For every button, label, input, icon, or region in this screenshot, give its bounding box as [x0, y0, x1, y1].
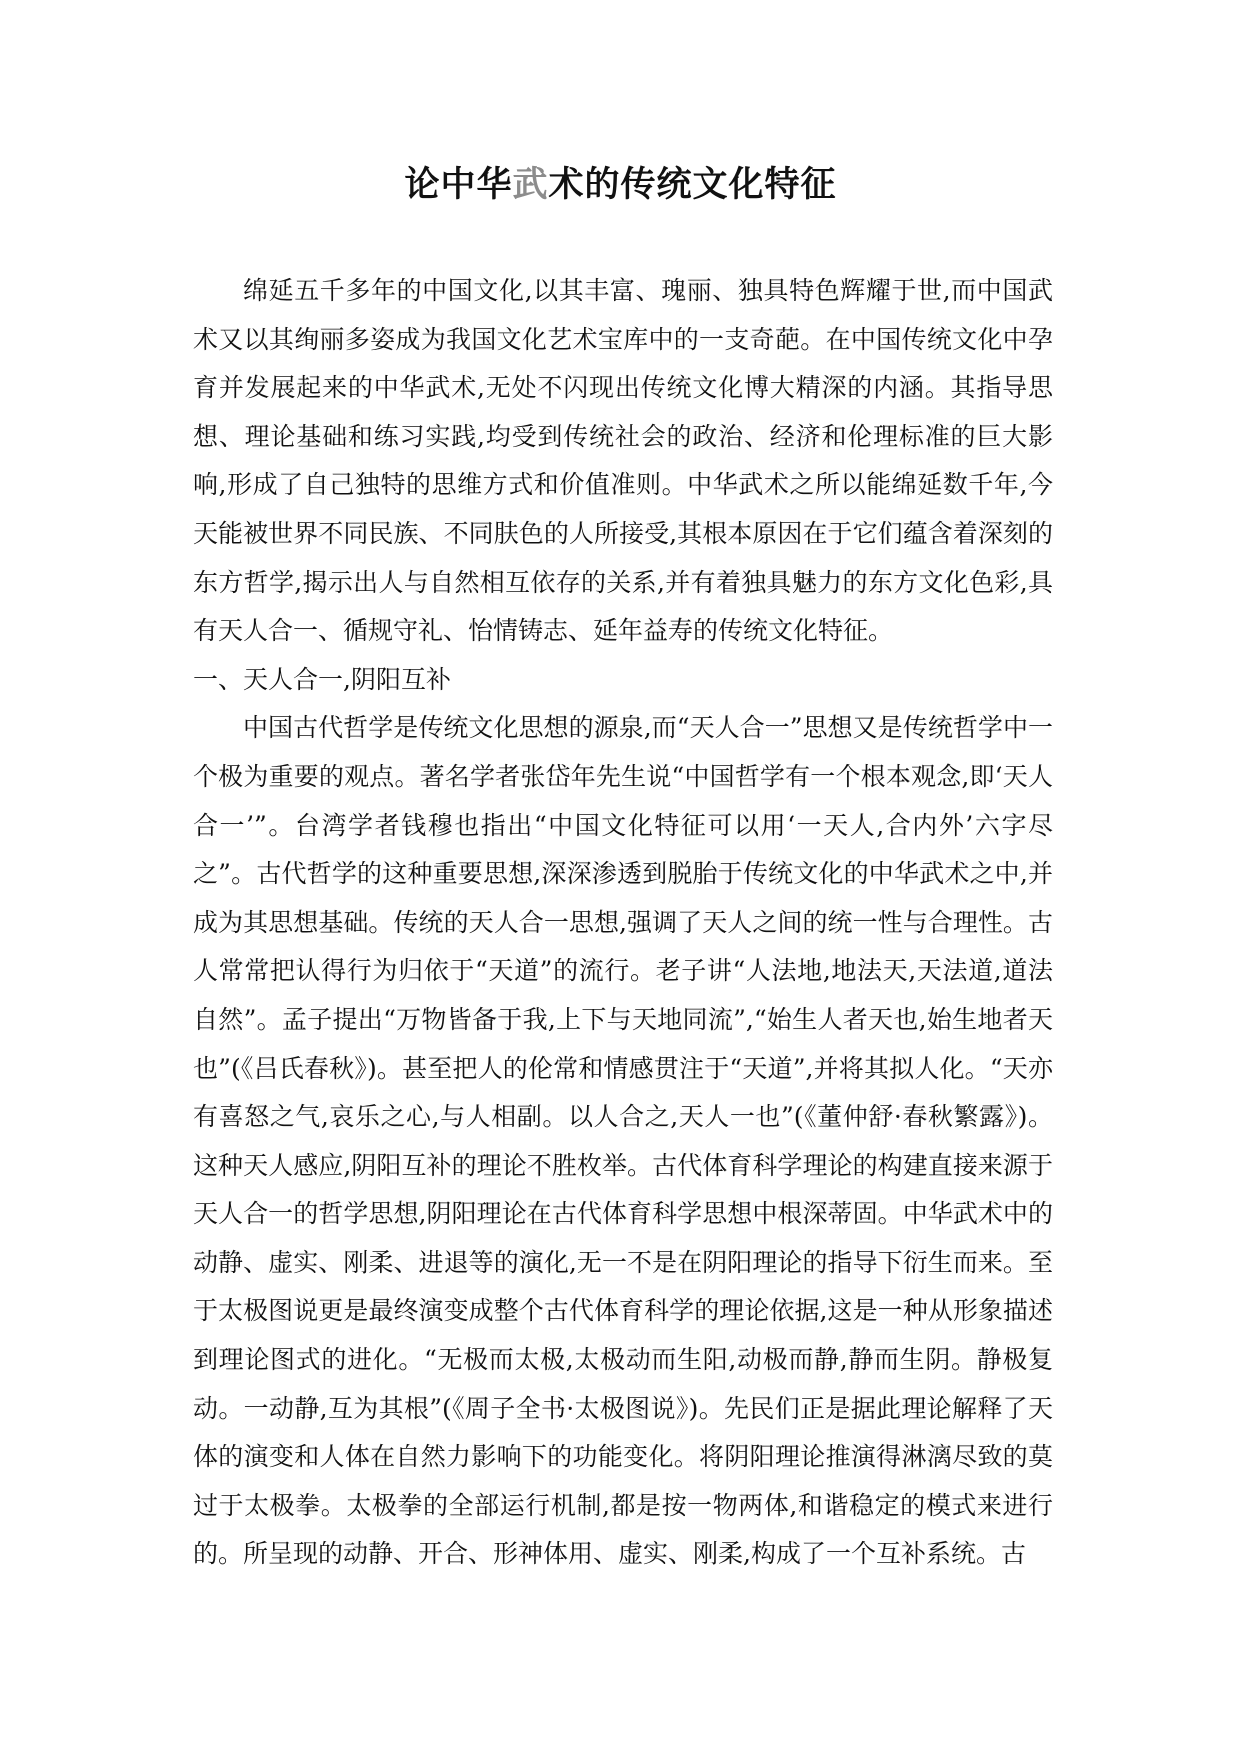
section-heading: 一、天人合一,阴阳互补	[193, 664, 451, 694]
section-paragraph: 中国古代哲学是传统文化思想的源泉,而“天人合一”思想又是传统哲学中一个极为重要的观点。著名学者张岱年先生说“中国哲学有一个根本观念,即‘天人合一’”。台湾学者钱穆也指出“中国文化特征可以用‘一天人,合内外’六字尽之”。古代哲学的这种重要思想,深深渗透到脱胎于传统文化的中华武术之中,并成为其思想基础。传统的天人合一思想,强调了天人之间的统一性与合理性。古人常常把认得行为归依于“天道”的流行。老子讲“人法地,地法天,天法道,道法自然”。孟子提出“万物皆备于我,上下与天地同流”,“始生人者天也,始生地者天也”(《吕氏春秋》)。甚至把人的伦常和情感贯注于“天道”,并将其拟人化。“天亦有喜怒之气,哀乐之心,与人相副。以人合之,天人一也”(《董仲舒·春秋繁露》)。这种天人感应,阴阳互补的理论不胜枚举。古代体育科学理论的构建直接来源于天人合一的哲学思想,阴阳理论在古代体育科学思想中根深蒂固。中华武术中的动静、虚实、刚柔、进退等的演化,无一不是在阴阳理论的指导下衍生而来。至于太极图说更是最终演变成整个古代体育科学的理论依据,这是一种从形象描述到理论图式的进化。“无极而太极,太极动而生阳,动极而静,静而生阴。静极复动。一动静,互为其根”(《周子全书·太极图说》)。先民们正是据此理论解释了天体的演变和人体在自然力影响下的功能变化。将阴阳理论推演得淋漓尽致的莫过于太极拳。太极拳的全部运行机制,都是按一物两体,和谐稳定的模式来进行的。所呈现的动静、开合、形神体用、虚实、刚柔,构成了一个互补系统。古	[193, 713, 1053, 1569]
title-part-1: 论中华	[404, 164, 513, 205]
intro-paragraph: 绵延五千多年的中国文化,以其丰富、瑰丽、独具特色辉耀于世,而中国武术又以其绚丽多姿成为我国文化艺术宝库中的一支奇葩。在中国传统文化中孕育并发展起来的中华武术,无处不闪现出传统文化博大精深的内涵。其指导思想、理论基础和练习实践,均受到传统社会的政治、经济和伦理标准的巨大影响,形成了自己独特的思维方式和价值准则。中华武术之所以能绵延数千年,今天能被世界不同民族、不同肤色的人所接受,其根本原因在于它们蕴含着深刻的东方哲学,揭示出人与自然相互依存的关系,并有着独具魅力的东方文化色彩,具有天人合一、循规守礼、怡情铸志、延年益寿的传统文化特征。	[193, 276, 1053, 646]
document-title	[0, 160, 1241, 210]
document-body	[193, 267, 1053, 1579]
title-highlight-char: 武	[512, 164, 549, 205]
title-part-2: 术的传统文化特征	[548, 164, 837, 205]
